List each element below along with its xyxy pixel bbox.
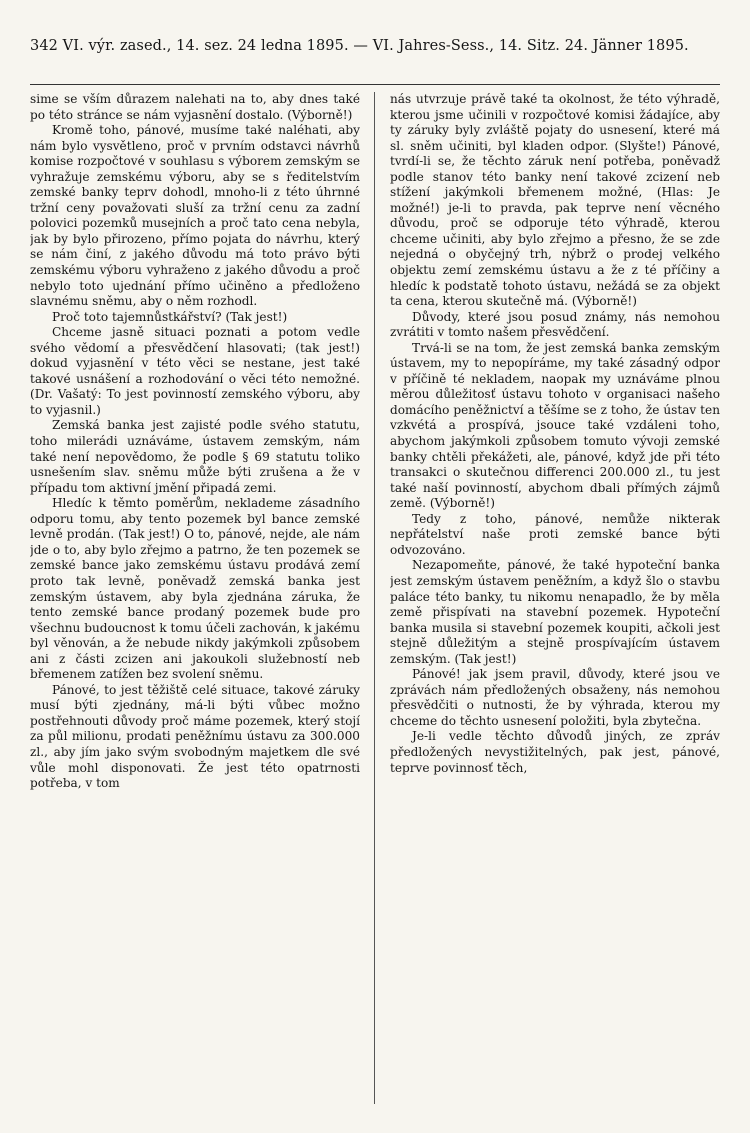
paragraph: nás utvrzuje právě také ta okolnost, že této výhradě, kterou jsme učinili v rozpočtové komisi žádajíce, aby ty záruky byly zvláště pojaty do usnesení, které má sl. sněm učiniti, byl kladen odpor. (Slyšte!) Pánové, tvrdí-li se, že těchto záruk není potřeba, poněvadž podle stanov této banky není takové zcizení neb stížení jakýmkoli břemenem možné, (Hlas: Je možné!) je-li to pravda, pak teprve není věcného důvodu, proč se odporuje této výhradě, kterou chceme učiniti, aby bylo zřejmo a přesno, že se zde nejedná o obyčejný trh, nýbrž o prodej velkého objektu zemí zemskému ústavu a že z té příčiny a hledíc k podstatě tohoto ústavu, nežádá se za objekt ta cena, kterou skutečně má. (Výborně!) bbox=[390, 92, 720, 309]
paragraph: Důvody, které jsou posud známy, nás nemohou zvrátiti v tomto našem přesvědčení. bbox=[390, 309, 720, 340]
paragraph: sime se vším důrazem nalehati na to, aby dnes také po této stránce se nám vyjasnění dostalo. (Výborně!) bbox=[30, 92, 360, 122]
running-header bbox=[30, 38, 720, 54]
paragraph: Pánové! jak jsem pravil, důvody, které jsou ve zprávách nám předložených obsaženy, nás nemohou přesvědčiti o nutnosti, že by výhrada, kterou my chceme do těchto usnesení položiti, byla zbytečna. bbox=[390, 667, 720, 728]
paragraph: Hledíc k těmto poměrům, neklademe zásadního odporu tomu, aby tento pozemek byl bance zemské levně prodán. (Tak jest!) O to, pánové, nejde, ale nám jde o to, aby bylo zřejmo a patrno, že ten pozemek se zemské bance jako zemskému ústavu prodává zemí proto tak levně, poněvadž zemská banka jest zemským ústavem, aby byla zjednána záruka, že tento zemské bance prodaný pozemek bude pro všechnu budoucnost k tomu účeli zachován, k jakému byl věnován, a že nebude nikdy jakýmkoli způsobem ani z části zcizen ani jakoukoli služebností neb břemenem zatížen bez svolení sněmu. bbox=[30, 496, 360, 682]
paragraph: Tedy z toho, pánové, nemůže nikterak nepřátelství naše proti zemské bance býti odvozováno. bbox=[390, 511, 720, 557]
paragraph: Kromě toho, pánové, musíme také naléhati, aby nám bylo vysvětleno, proč v prvním odstavci návrhů komise rozpočtové v souhlasu s výborem zemským se vyhražuje zemskému výboru, aby se s ředitelstvím zemské banky teprv dohodl, mnoho-li z této úhrnné tržní ceny považovati sluší za tržní cenu za zadní polovici pozemků musejních a proč tato cena nebyla, jak by bylo přirozeno, přímo pojata do návrhu, který se nám činí, z jakého důvodu má toto právo býti zemskému výboru vyhraženo z jakého důvodu a proč nebylo toto ujednání přímo učiněno a předloženo slavnému sněmu, aby o něm rozhodl. bbox=[30, 123, 360, 309]
left-column bbox=[30, 92, 360, 1112]
paragraph: Pánové, to jest těžiště celé situace, takové záruky musí býti zjednány, má-li býti vůbec možno postřehnouti důvody proč máme pozemek, který stojí za půl milionu, prodati peněžnímu ústavu za 300.000 zl., aby jím jako svým svobodným majetkem dle své vůle mohl disponovati. Že jest této opatrnosti potřeba, v tom bbox=[30, 682, 360, 791]
header-text: 342 VI. výr. zased., 14. sez. 24 ledna 1895. — VI. Jahres-Sess., 14. Sitz. 24. Jänner 1895. bbox=[30, 38, 689, 54]
paragraph: Trvá-li se na tom, že jest zemská banka zemským ústavem, my to nepopíráme, my také zásadný odpor v příčině té nekladem, naopak my uznáváme plnou měrou důležitosť ústavu tohoto v organisaci našeho domácího peněžnictví a těšíme se z toho, že ústav ten vzkvétá a prospívá, jsouce také vzdáleni toho, abychom jakýmkoli způsobem tomuto vývoji zemské banky chtěli překážeti, ale, pánové, když jde při této transakci o skutečnou differenci 200.000 zl., tu jest také naší povinností, abychom dbali přímých zájmů země. (Výborně!) bbox=[390, 340, 720, 511]
right-column bbox=[390, 92, 720, 1112]
paragraph: Zemská banka jest zajisté podle svého statutu, toho milerádi uznáváme, ústavem zemským, nám také není nepovědomo, že podle § 69 statutu toliko usnešením slav. sněmu může býti zrušena a že v případu tom aktivní jmění připadá zemi. bbox=[30, 418, 360, 495]
text-columns bbox=[30, 92, 720, 1112]
header-rule bbox=[30, 84, 720, 85]
paragraph: Proč toto tajemnůstkářství? (Tak jest!) bbox=[52, 309, 288, 324]
paragraph: Je-li vedle těchto důvodů jiných, ze zpráv předložených nevystižitelných, pak jest, pánové, teprve povinnosť těch, bbox=[390, 729, 720, 775]
paragraph: Chceme jasně situaci poznati a potom vedle svého vědomí a přesvědčení hlasovati; (tak jest!) dokud vyjasnění v této věci se nestane, jest také takové usnášení a rozhodování o věci této nemožné. (Dr. Vašatý: To jest povinností zemského výboru, aby to vyjasnil.) bbox=[30, 325, 360, 417]
column-divider bbox=[374, 92, 375, 1104]
paragraph: Nezapomeňte, pánové, že také hypoteční banka jest zemským ústavem peněžním, a když šlo o stavbu paláce této banky, tu nikomu nenapadlo, že by měla země přispívati na stavební pozemek. Hypoteční banka musila si stavební pozemek koupiti, ačkoli jest stejně důležitým a stejně prospívajícím ústavem zemským. (Tak jest!) bbox=[390, 558, 720, 666]
